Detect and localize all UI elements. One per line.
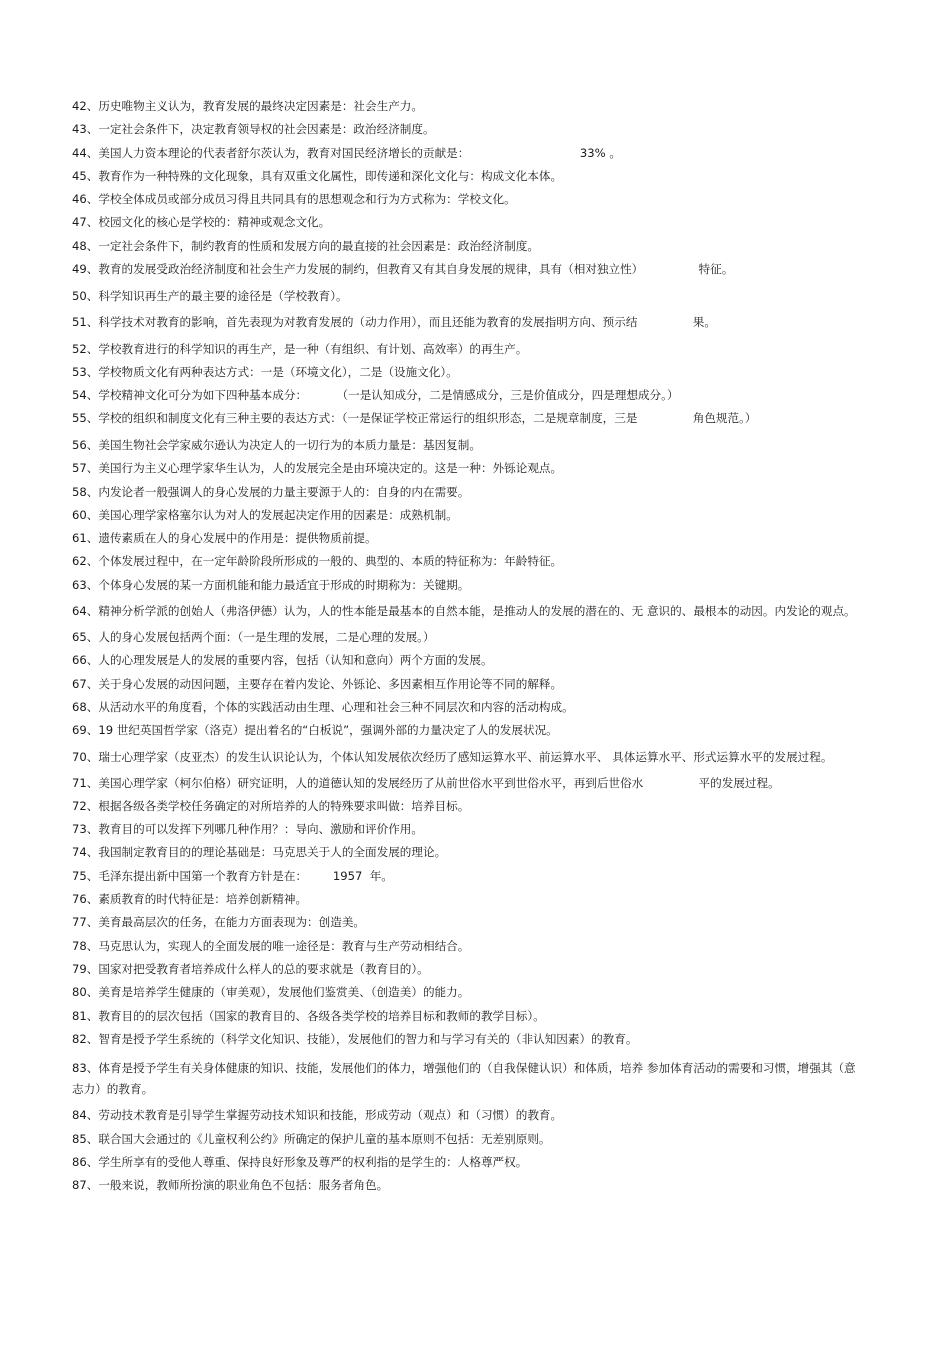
list-item: 64、精神分析学派的创始人（弗洛伊德）认为，人的性本能是最基本的自然本能，是推动人的发展的潜在的、无 意识的、最根本的动因。内发论的观点。 [72, 604, 856, 619]
list-item: 79、国家对把受教育者培养成什么样人的总的要求就是（教育目的）。 [72, 961, 429, 976]
list-item: 70、瑞士心理学家（皮亚杰）的发生认识论认为，个体认知发展依次经历了感知运算水平、前运算水平、 具体运算水平、形式运算水平的发展过程。 [72, 749, 833, 764]
list-item: 48、一定社会条件下，制约教育的性质和发展方向的最直接的社会因素是：政治经济制度。 [72, 238, 539, 253]
list-item: 87、一般来说，教师所扮演的职业角色不包括：服务者角色。 [72, 1178, 389, 1193]
list-item: 54、学校精神文化可分为如下四种基本成分： （一是认知成分，二是情感成分，三是价值成分，四是理想成分。） [72, 388, 679, 403]
list-item: 72、根据各级各类学校任务确定的对所培养的人的特殊要求叫做：培养目标。 [72, 798, 470, 813]
list-item: 77、美育最高层次的任务，在能力方面表现为：创造美。 [72, 915, 366, 930]
list-item: 43、一定社会条件下，决定教育领导权的社会因素是：政治经济制度。 [72, 122, 435, 137]
list-item: 42、历史唯物主义认为，教育发展的最终决定因素是：社会生产力。 [72, 99, 423, 113]
list-item: 50、科学知识再生产的最主要的途径是（学校教育）。 [72, 288, 348, 303]
list-item: 63、个体身心发展的某一方面机能和能力最适宜于形成的时期称为：关键期。 [72, 577, 470, 592]
list-item: 57、美国行为主义心理学家华生认为，人的发展完全是由环境决定的。这是一种：外铄论观点。 [72, 461, 563, 476]
list-item: 65、人的身心发展包括两个面：（一是生理的发展，二是心理的发展。） [72, 630, 435, 645]
list-item: 51、科学技术对教育的影响，首先表现为对教育发展的（动力作用），而且还能为教育的发展指明方向、预示结 果。 [72, 315, 716, 330]
list-item: 44、美国人力资本理论的代表者舒尔茨认为，教育对国民经济增长的贡献是： 33% 。 [72, 145, 621, 160]
list-item: 55、学校的组织和制度文化有三种主要的表达方式：（一是保证学校正常运行的组织形态，二是规章制度，三是 角色规范。） [72, 411, 757, 426]
list-item: 49、教育的发展受政治经济制度和社会生产力发展的制约，但教育又有其自身发展的规律，具有（相对独立性） 特征。 [72, 262, 734, 277]
list-item: 69、19 世纪英国哲学家（洛克）提出着名的“白板说”，强调外部的力量决定了人的发展状况。 [72, 723, 558, 738]
list-item: 60、美国心理学家格塞尔认为对人的发展起决定作用的因素是：成熟机制。 [72, 507, 458, 522]
list-item: 56、美国生物社会学家威尔逊认为决定人的一切行为的本质力量是：基因复制。 [72, 437, 481, 452]
list-item: 58、内发论者一般强调人的身心发展的力量主要源于人的：自身的内在需要。 [72, 484, 470, 499]
list-item: 62、个体发展过程中，在一定年龄阶段所形成的一般的、典型的、本质的特征称为：年龄特征。 [72, 554, 563, 569]
list-item: 80、美育是培养学生健康的（审美观），发展他们鉴赏美、（创造美）的能力。 [72, 985, 470, 1000]
list-item: 45、教育作为一种特殊的文化现象，具有双重文化属性，即传递和深化文化与：构成文化本体。 [72, 168, 563, 183]
list-item: 52、学校教育进行的科学知识的再生产，是一种（有组织、有计划、高效率）的再生产。 [72, 341, 528, 356]
list-item: 83、体育是授予学生有关身体健康的知识、技能，发展他们的体力，增强他们的（自我保健认识）和体质，培养 参加体育活动的需要和习惯，增强其（意志力）的教育。 [72, 1061, 856, 1097]
list-item: 47、校园文化的核心是学校的：精神或观念文化。 [72, 215, 331, 230]
list-item: 46、学校全体成员或部分成员习得且共同具有的思想观念和行为方式称为：学校文化。 [72, 192, 516, 207]
list-item: 68、从活动水平的角度看，个体的实践活动由生理、心理和社会三种不同层次和内容的活动构成。 [72, 699, 574, 714]
list-item: 61、遗传素质在人的身心发展中的作用是：提供物质前提。 [72, 531, 377, 546]
question-list [72, 99, 862, 1201]
list-item: 86、学生所享有的受他人尊重、保持良好形象及尊严的权利指的是学生的：人格尊严权。 [72, 1154, 528, 1169]
list-item: 81、教育目的的层次包括（国家的教育目的、各级各类学校的培养目标和教师的教学目标）。 [72, 1008, 545, 1023]
list-item: 75、毛泽东提出新中国第一个教育方针是在： 1957 年。 [72, 868, 393, 883]
list-item: 53、学校物质文化有两种表达方式：一是（环境文化），二是（设施文化）。 [72, 364, 458, 379]
list-item: 78、马克思认为，实现人的全面发展的唯一途径是：教育与生产劳动相结合。 [72, 938, 470, 953]
list-item: 67、关于身心发展的动因问题，主要存在着内发论、外铄论、多因素相互作用论等不同的解释。 [72, 676, 563, 691]
list-item: 85、联合国大会通过的《儿童权利公约》所确定的保护儿童的基本原则不包括：无差别原则。 [72, 1131, 551, 1146]
list-item: 66、人的心理发展是人的发展的重要内容，包括（认知和意向）两个方面的发展。 [72, 653, 493, 668]
list-item: 82、智育是授予学生系统的（科学文化知识、技能），发展他们的智力和与学习有关的（非认知因素）的教育。 [72, 1031, 638, 1046]
list-item: 73、教育目的可以发挥下列哪几种作用？：导向、激励和评价作用。 [72, 822, 423, 837]
list-item: 84、劳动技术教育是引导学生掌握劳动技术知识和技能，形成劳动（观点）和（习惯）的教育。 [72, 1108, 563, 1123]
list-item: 71、美国心理学家（柯尔伯格）研究证明，人的道德认知的发展经历了从前世俗水平到世俗水平，再到后世俗水 平的发展过程。 [72, 775, 780, 790]
list-item: 74、我国制定教育目的的理论基础是：马克思关于人的全面发展的理论。 [72, 845, 447, 860]
list-item: 76、素质教育的时代特征是：培养创新精神。 [72, 892, 308, 907]
